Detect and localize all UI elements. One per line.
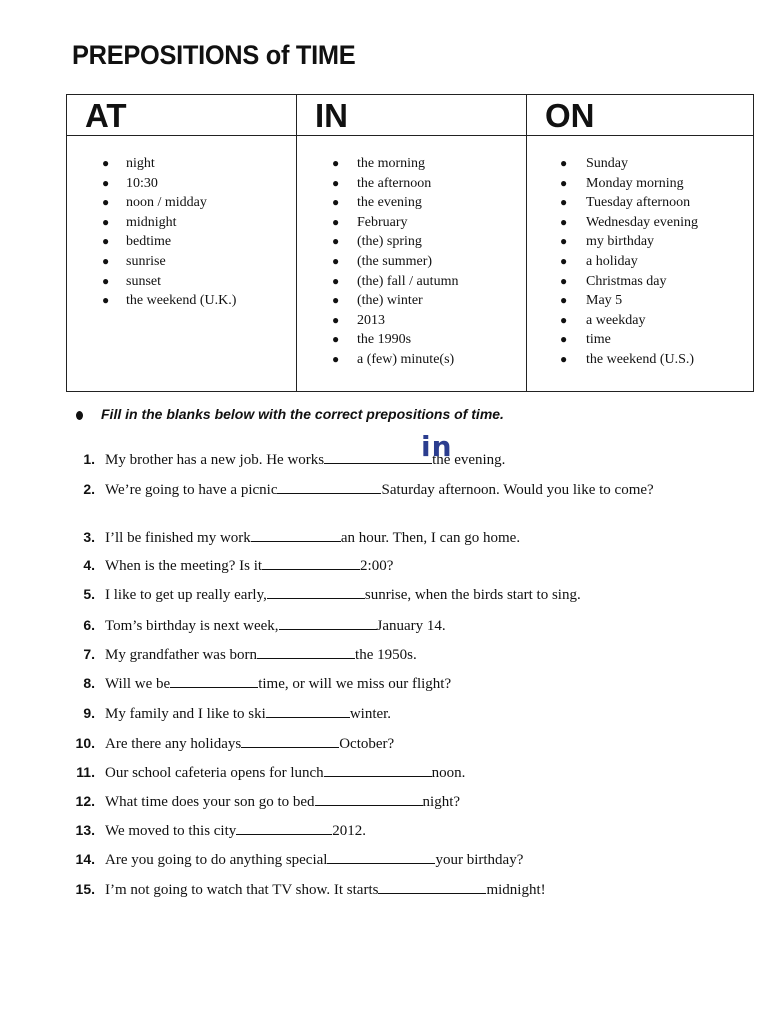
list-item (527, 213, 754, 233)
question-number: 1. (83, 451, 95, 467)
list-item (527, 252, 754, 272)
list-item (297, 252, 527, 272)
bullet-icon: ● (560, 312, 568, 327)
answer-blank[interactable] (241, 734, 339, 748)
column-list (527, 154, 754, 370)
list-item (67, 252, 296, 272)
bullet-icon: ● (560, 195, 568, 210)
list-item (527, 311, 754, 331)
list-item-text: the weekend (U.S.) (586, 351, 695, 367)
question-sentence (105, 450, 705, 469)
bullet-icon: ● (332, 351, 340, 366)
question-number: 7. (83, 646, 95, 662)
list-item-text: sunset (126, 273, 161, 289)
sentence-before: We moved to this city (105, 823, 237, 839)
sentence-before: We’re going to have a picnic (105, 482, 278, 498)
list-item (67, 193, 296, 213)
list-item-text: sunrise (126, 253, 166, 269)
sentence-after: 2:00? (360, 558, 394, 574)
question-number: 11. (76, 764, 95, 780)
bullet-icon: ● (560, 293, 568, 308)
list-item-text: the afternoon (357, 175, 432, 191)
bullet-icon: ● (332, 214, 340, 229)
sentence-after: January 14. (376, 618, 446, 634)
question-number: 3. (83, 529, 95, 545)
prepositions-table (66, 94, 754, 392)
sentence-after: sunrise, when the birds start to sing. (364, 587, 581, 603)
sentence-after: time, or will we miss our flight? (258, 676, 452, 692)
list-item-text: Monday morning (586, 175, 684, 191)
sentence-before: My grandfather was born (105, 647, 258, 663)
bullet-icon: ● (560, 332, 568, 347)
sentence-after: 2012. (332, 823, 367, 839)
list-item-text: (the) fall / autumn (357, 273, 459, 289)
list-item (297, 350, 527, 370)
question-sentence (105, 763, 705, 782)
list-item (527, 291, 754, 311)
sentence-before: Will we be (105, 676, 171, 692)
bullet-icon: ● (102, 273, 110, 288)
bullet-icon: ● (332, 253, 340, 268)
bullet-icon: ● (332, 175, 340, 190)
bullet-icon: ● (102, 156, 110, 170)
list-item (527, 330, 754, 350)
header-divider (67, 135, 753, 136)
sentence-after: October? (339, 736, 395, 752)
list-item-text: bedtime (126, 234, 172, 250)
list-item (297, 213, 527, 233)
list-item (527, 193, 754, 213)
answer-blank[interactable] (327, 850, 435, 864)
sentence-before: I’m not going to watch that TV show. It starts (105, 882, 379, 898)
list-item (527, 272, 754, 292)
sentence-before: Are there any holidays (105, 736, 242, 752)
list-item-text: time (586, 332, 611, 348)
sentence-before: I’ll be finished my work (105, 530, 251, 546)
sentence-after: night? (422, 794, 461, 810)
list-item-text: (the) spring (357, 234, 422, 250)
sentence-after: noon. (431, 765, 466, 781)
list-item-text: noon / midday (126, 195, 207, 211)
list-item (67, 291, 296, 311)
answer-blank[interactable] (170, 674, 258, 688)
sentence-after: winter. (349, 706, 392, 722)
answer-blank[interactable] (262, 556, 360, 570)
question-sentence (105, 880, 705, 899)
question-number: 9. (83, 705, 95, 721)
answer-blank[interactable] (277, 480, 381, 494)
list-item (297, 330, 527, 350)
bullet-icon: ● (560, 156, 568, 170)
bullet-icon: ● (560, 175, 568, 190)
answer-blank[interactable] (378, 880, 486, 894)
bullet-icon: ● (102, 293, 110, 308)
list-item (297, 174, 527, 194)
sentence-after: your birthday? (435, 852, 524, 868)
bullet-icon: ● (560, 253, 568, 268)
bullet-icon: ● (102, 234, 110, 249)
sentence-before: Tom’s birthday is next week, (105, 618, 279, 634)
question-number: 10. (75, 735, 95, 751)
bullet-icon: ● (102, 253, 110, 268)
question-sentence (105, 616, 705, 635)
question-number: 2. (83, 481, 95, 497)
list-item (67, 154, 296, 174)
list-item-text: February (357, 214, 408, 230)
sentence-before: My family and I like to ski (105, 706, 266, 722)
answer-blank[interactable] (279, 616, 377, 630)
question-sentence (105, 585, 705, 604)
list-item-text: a weekday (586, 312, 646, 328)
list-item (527, 350, 754, 370)
sentence-after: the 1950s. (355, 647, 417, 663)
sentence-before: When is the meeting? Is it (105, 558, 263, 574)
page-title: PREPOSITIONS of TIME (72, 40, 356, 70)
list-item-text: May 5 (586, 293, 623, 309)
question-number: 4. (83, 557, 95, 573)
sentence-after: an hour. Then, I can go home. (340, 530, 521, 546)
question-sentence (105, 480, 705, 499)
list-item-text: the evening (357, 195, 422, 211)
list-item-text: (the) winter (357, 293, 423, 309)
instruction-text: Fill in the blanks below with the correct prepositions of time. (101, 406, 504, 422)
bullet-icon: ● (332, 195, 340, 210)
bullet-icon: ● (332, 156, 340, 170)
list-item-text: night (126, 156, 155, 171)
list-item-text: the morning (357, 156, 426, 171)
sentence-after: the evening. (432, 452, 506, 468)
bullet-icon: ● (102, 214, 110, 229)
list-item (297, 193, 527, 213)
question-number: 12. (75, 793, 95, 809)
bullet-icon: ● (332, 332, 340, 347)
bullet-icon: ● (560, 351, 568, 366)
question-number: 14. (75, 851, 95, 867)
list-item (527, 154, 754, 174)
list-item-text: the 1990s (357, 332, 412, 348)
list-item-text: a (few) minute(s) (357, 351, 455, 367)
bullet-icon: ● (332, 273, 340, 288)
answer-blank[interactable] (267, 585, 365, 599)
sentence-after: Saturday afternoon. Would you like to come? (381, 482, 654, 498)
list-item (527, 174, 754, 194)
question-sentence (105, 821, 705, 840)
sentence-before: My brother has a new job. He works (105, 452, 325, 468)
column-heading: IN (315, 97, 348, 134)
answer-blank[interactable] (236, 821, 332, 835)
list-item-text: my birthday (586, 234, 655, 250)
answer-blank[interactable] (315, 792, 423, 806)
instruction-line (76, 406, 504, 422)
sentence-before: I like to get up really early, (105, 587, 267, 603)
question-sentence (105, 850, 705, 869)
answer-blank[interactable] (251, 528, 341, 542)
question-sentence (105, 792, 705, 811)
list-item (67, 174, 296, 194)
handwritten-answer: in (421, 430, 453, 463)
sentence-before: What time does your son go to bed (105, 794, 315, 810)
bullet-icon: ● (102, 175, 110, 190)
bullet-icon: ● (332, 312, 340, 327)
sentence-before: Are you going to do anything special (105, 852, 328, 868)
list-item (67, 232, 296, 252)
table-column-in (296, 95, 527, 391)
bullet-icon: ● (560, 214, 568, 229)
list-item (297, 272, 527, 292)
list-item (527, 232, 754, 252)
list-item (297, 154, 527, 174)
bullet-icon: ● (102, 195, 110, 210)
list-item-text: 10:30 (126, 175, 158, 191)
list-item (67, 213, 296, 233)
question-sentence (105, 674, 705, 693)
column-list (297, 154, 527, 370)
question-number: 6. (83, 617, 95, 633)
sentence-before: Our school cafeteria opens for lunch (105, 765, 324, 781)
list-item (297, 311, 527, 331)
list-item-text: Wednesday evening (586, 214, 698, 230)
list-item-text: 2013 (357, 312, 385, 328)
answer-blank[interactable] (266, 704, 350, 718)
bullet-icon: ● (560, 234, 568, 249)
question-sentence (105, 528, 705, 547)
column-heading: AT (85, 97, 127, 134)
list-item-text: (the summer) (357, 253, 433, 269)
column-list (67, 154, 296, 311)
table-column-at (67, 95, 296, 391)
list-item-text: the weekend (U.K.) (126, 293, 237, 309)
bullet-icon: ● (332, 293, 340, 308)
list-item-text: Tuesday afternoon (586, 195, 691, 211)
question-number: 13. (75, 822, 95, 838)
list-item-text: Sunday (586, 156, 628, 171)
question-sentence (105, 645, 705, 664)
sentence-after: midnight! (486, 882, 546, 898)
question-number: 8. (83, 675, 95, 691)
list-item-text: Christmas day (586, 273, 667, 289)
list-item (297, 232, 527, 252)
question-sentence (105, 734, 705, 753)
table-column-on (526, 95, 754, 391)
bullet-icon (76, 411, 83, 420)
answer-blank[interactable] (257, 645, 355, 659)
answer-blank[interactable] (324, 450, 432, 464)
list-item-text: a holiday (586, 253, 638, 269)
bullet-icon: ● (332, 234, 340, 249)
column-heading: ON (545, 97, 595, 134)
question-number: 15. (75, 881, 95, 897)
question-sentence (105, 704, 705, 723)
bullet-icon: ● (560, 273, 568, 288)
question-sentence (105, 556, 705, 575)
list-item (67, 272, 296, 292)
question-number: 5. (83, 586, 95, 602)
list-item-text: midnight (126, 214, 177, 230)
answer-blank[interactable] (324, 763, 432, 777)
list-item (297, 291, 527, 311)
